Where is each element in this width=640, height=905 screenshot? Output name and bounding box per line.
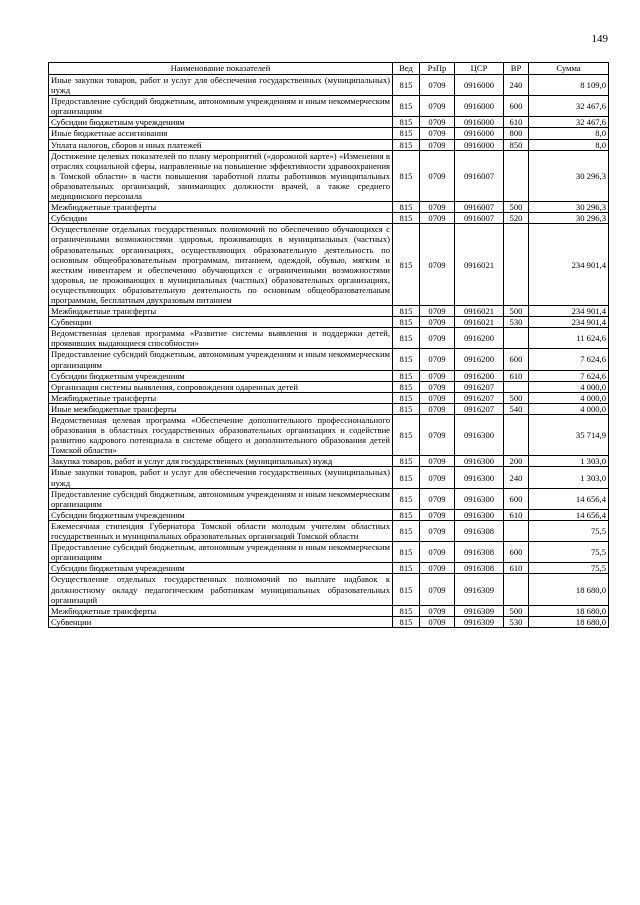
row-name: Закупка товаров, работ и услуг для государственных (муниципальных) нужд: [49, 456, 393, 467]
row-ved: 815: [393, 381, 420, 392]
row-name: Организация системы выявления, сопровождения одаренных детей: [49, 381, 393, 392]
row-vr: 610: [504, 509, 529, 520]
row-csr: 0916000: [455, 96, 504, 117]
row-name: Субсидии бюджетным учреждениям: [49, 563, 393, 574]
row-sum: 30 296,3: [529, 202, 609, 213]
row-csr: 0916207: [455, 403, 504, 414]
row-name: Предоставление субсидий бюджетным, автономным учреждениям и иным некоммерческим организациям: [49, 488, 393, 509]
row-rzpr: 0709: [420, 139, 455, 150]
row-ved: 815: [393, 117, 420, 128]
row-vr: 500: [504, 306, 529, 317]
row-sum: 1 303,0: [529, 456, 609, 467]
row-sum: 32 467,6: [529, 96, 609, 117]
row-csr: 0916309: [455, 574, 504, 605]
budget-table: [48, 62, 609, 628]
row-ved: 815: [393, 150, 420, 201]
table-row: [49, 574, 609, 605]
row-csr: 0916300: [455, 456, 504, 467]
row-name: Межбюджетные трансферты: [49, 605, 393, 616]
row-rzpr: 0709: [420, 392, 455, 403]
row-name: Осуществление отдельных государственных полномочий по выплате надбавок к должностному окладу педагогическим работникам муниципальных образовательных организаций: [49, 574, 393, 605]
row-vr: 600: [504, 488, 529, 509]
row-name: Межбюджетные трансферты: [49, 306, 393, 317]
row-name: Ведомственная целевая программа «Обеспечение дополнительного профессионального образования в областных государственных образовательных организациях и содействие развитию кадрового потенциала в системе общего и дополнительного образования детей Томской области»: [49, 415, 393, 456]
row-name: Иные бюджетные ассигнования: [49, 128, 393, 139]
row-rzpr: 0709: [420, 117, 455, 128]
row-csr: 0916021: [455, 317, 504, 328]
row-rzpr: 0709: [420, 616, 455, 627]
row-name: Субсидии: [49, 213, 393, 224]
table-row: [49, 381, 609, 392]
row-name: Субсидии бюджетным учреждениям: [49, 117, 393, 128]
header-csr: ЦСР: [455, 63, 504, 75]
row-ved: 815: [393, 509, 420, 520]
table-row: [49, 150, 609, 201]
row-ved: 815: [393, 392, 420, 403]
row-vr: 500: [504, 202, 529, 213]
row-sum: 18 680,0: [529, 616, 609, 627]
row-name: Иные закупки товаров, работ и услуг для обеспечения государственных (муниципальных) нужд: [49, 75, 393, 96]
table-row: [49, 96, 609, 117]
page-number: 149: [591, 33, 608, 45]
row-sum: 35 714,9: [529, 415, 609, 456]
row-name: Достижение целевых показателей по плану мероприятий («дорожной карте») «Изменения в отраслях социальной сферы, направленные на повышение эффективности здравоохранения в Томской области» в части повышения заработной платы работников муниципальных образовательных организаций, занимающих должности врачей, а также среднего медицинского персонала: [49, 150, 393, 201]
row-ved: 815: [393, 306, 420, 317]
row-vr: [504, 328, 529, 349]
row-vr: 240: [504, 467, 529, 488]
row-ved: 815: [393, 415, 420, 456]
row-vr: [504, 415, 529, 456]
row-vr: [504, 574, 529, 605]
table-row: [49, 328, 609, 349]
row-sum: 75,5: [529, 520, 609, 541]
row-sum: 75,5: [529, 563, 609, 574]
row-rzpr: 0709: [420, 574, 455, 605]
row-csr: 0916309: [455, 605, 504, 616]
row-rzpr: 0709: [420, 150, 455, 201]
row-name: Предоставление субсидий бюджетным, автономным учреждениям и иным некоммерческим организациям: [49, 542, 393, 563]
row-sum: 4 000,0: [529, 381, 609, 392]
row-sum: 32 467,6: [529, 117, 609, 128]
row-name: Предоставление субсидий бюджетным, автономным учреждениям и иным некоммерческим организациям: [49, 96, 393, 117]
table-row: [49, 415, 609, 456]
row-ved: 815: [393, 520, 420, 541]
header-name: Наименование показателей: [49, 63, 393, 75]
row-csr: 0916200: [455, 349, 504, 370]
row-csr: 0916300: [455, 488, 504, 509]
row-sum: 18 680,0: [529, 574, 609, 605]
row-name: Субсидии бюджетным учреждениям: [49, 370, 393, 381]
row-csr: 0916308: [455, 542, 504, 563]
row-ved: 815: [393, 467, 420, 488]
row-ved: 815: [393, 456, 420, 467]
row-name: Субвенции: [49, 616, 393, 627]
row-vr: 800: [504, 128, 529, 139]
table-row: [49, 370, 609, 381]
row-ved: 815: [393, 370, 420, 381]
row-name: Иные межбюджетные трансферты: [49, 403, 393, 414]
row-name: Предоставление субсидий бюджетным, автономным учреждениям и иным некоммерческим организациям: [49, 349, 393, 370]
row-csr: 0916308: [455, 563, 504, 574]
row-rzpr: 0709: [420, 128, 455, 139]
row-vr: [504, 520, 529, 541]
row-ved: 815: [393, 488, 420, 509]
row-csr: 0916309: [455, 616, 504, 627]
row-sum: 14 656,4: [529, 488, 609, 509]
row-sum: 8,0: [529, 128, 609, 139]
row-csr: 0916007: [455, 202, 504, 213]
row-name: Субсидии бюджетным учреждениям: [49, 509, 393, 520]
row-ved: 815: [393, 563, 420, 574]
table-row: [49, 563, 609, 574]
table-row: [49, 392, 609, 403]
row-sum: 11 624,6: [529, 328, 609, 349]
row-name: Субвенции: [49, 317, 393, 328]
row-sum: 75,5: [529, 542, 609, 563]
row-vr: 610: [504, 563, 529, 574]
row-rzpr: 0709: [420, 467, 455, 488]
row-csr: 0916007: [455, 213, 504, 224]
row-rzpr: 0709: [420, 456, 455, 467]
row-rzpr: 0709: [420, 488, 455, 509]
row-sum: 14 656,4: [529, 509, 609, 520]
row-sum: 18 680,0: [529, 605, 609, 616]
row-vr: 200: [504, 456, 529, 467]
header-vr: ВР: [504, 63, 529, 75]
row-csr: 0916000: [455, 128, 504, 139]
row-ved: 815: [393, 213, 420, 224]
row-vr: [504, 381, 529, 392]
row-csr: 0916308: [455, 520, 504, 541]
row-rzpr: 0709: [420, 563, 455, 574]
table-row: [49, 616, 609, 627]
row-vr: 500: [504, 605, 529, 616]
row-ved: 815: [393, 75, 420, 96]
row-csr: 0916300: [455, 509, 504, 520]
row-rzpr: 0709: [420, 96, 455, 117]
row-sum: 7 624,6: [529, 370, 609, 381]
table-row: [49, 306, 609, 317]
row-sum: 30 296,3: [529, 213, 609, 224]
row-vr: 530: [504, 616, 529, 627]
row-vr: 540: [504, 403, 529, 414]
row-vr: 600: [504, 542, 529, 563]
row-vr: [504, 150, 529, 201]
row-ved: 815: [393, 139, 420, 150]
table-row: [49, 317, 609, 328]
row-rzpr: 0709: [420, 317, 455, 328]
row-rzpr: 0709: [420, 328, 455, 349]
row-csr: 0916300: [455, 467, 504, 488]
row-rzpr: 0709: [420, 349, 455, 370]
row-vr: 610: [504, 117, 529, 128]
row-rzpr: 0709: [420, 403, 455, 414]
row-ved: 815: [393, 616, 420, 627]
row-vr: 600: [504, 349, 529, 370]
row-ved: 815: [393, 328, 420, 349]
row-name: Межбюджетные трансферты: [49, 392, 393, 403]
row-csr: 0916021: [455, 224, 504, 306]
row-ved: 815: [393, 224, 420, 306]
row-sum: 1 303,0: [529, 467, 609, 488]
row-rzpr: 0709: [420, 213, 455, 224]
table-row: [49, 128, 609, 139]
row-sum: 234 901,4: [529, 224, 609, 306]
header-rzpr: РзПр: [420, 63, 455, 75]
row-rzpr: 0709: [420, 75, 455, 96]
row-vr: 240: [504, 75, 529, 96]
row-vr: 600: [504, 96, 529, 117]
table-row: [49, 456, 609, 467]
table-row: [49, 605, 609, 616]
table-row: [49, 520, 609, 541]
row-csr: 0916200: [455, 370, 504, 381]
row-ved: 815: [393, 605, 420, 616]
table-row: [49, 349, 609, 370]
row-ved: 815: [393, 202, 420, 213]
row-ved: 815: [393, 542, 420, 563]
table-row: [49, 213, 609, 224]
row-csr: 0916200: [455, 328, 504, 349]
row-csr: 0916021: [455, 306, 504, 317]
table-row: [49, 202, 609, 213]
row-name: Ведомственная целевая программа «Развитие системы выявления и поддержки детей, проявивших выдающиеся способности»: [49, 328, 393, 349]
table-row: [49, 488, 609, 509]
row-name: Иные закупки товаров, работ и услуг для обеспечения государственных (муниципальных) нужд: [49, 467, 393, 488]
table-row: [49, 403, 609, 414]
row-sum: 7 624,6: [529, 349, 609, 370]
row-csr: 0916300: [455, 415, 504, 456]
row-vr: 610: [504, 370, 529, 381]
header-ved: Вед: [393, 63, 420, 75]
row-csr: 0916207: [455, 381, 504, 392]
row-rzpr: 0709: [420, 202, 455, 213]
row-rzpr: 0709: [420, 306, 455, 317]
row-vr: 530: [504, 317, 529, 328]
row-sum: 8 109,0: [529, 75, 609, 96]
row-sum: 8,0: [529, 139, 609, 150]
row-sum: 234 901,4: [529, 306, 609, 317]
row-csr: 0916007: [455, 150, 504, 201]
row-rzpr: 0709: [420, 381, 455, 392]
row-vr: 850: [504, 139, 529, 150]
row-vr: 520: [504, 213, 529, 224]
row-vr: 500: [504, 392, 529, 403]
row-rzpr: 0709: [420, 509, 455, 520]
row-rzpr: 0709: [420, 415, 455, 456]
row-rzpr: 0709: [420, 605, 455, 616]
row-csr: 0916000: [455, 75, 504, 96]
table-row: [49, 117, 609, 128]
row-sum: 4 000,0: [529, 403, 609, 414]
row-vr: [504, 224, 529, 306]
row-sum: 30 296,3: [529, 150, 609, 201]
row-name: Ежемесячная стипендия Губернатора Томской области молодым учителям областных государственных и муниципальных образовательных организаций Томской области: [49, 520, 393, 541]
row-ved: 815: [393, 128, 420, 139]
table-row: [49, 542, 609, 563]
row-rzpr: 0709: [420, 520, 455, 541]
row-sum: 234 901,4: [529, 317, 609, 328]
table-row: [49, 139, 609, 150]
row-rzpr: 0709: [420, 370, 455, 381]
row-name: Уплата налогов, сборов и иных платежей: [49, 139, 393, 150]
table-row: [49, 75, 609, 96]
row-csr: 0916207: [455, 392, 504, 403]
table-row: [49, 467, 609, 488]
row-sum: 4 000,0: [529, 392, 609, 403]
row-ved: 815: [393, 317, 420, 328]
row-csr: 0916000: [455, 117, 504, 128]
row-name: Осуществление отдельных государственных полномочий по обеспечению обучающихся с ограниченными возможностями здоровья, проживающих в муниципальных (частных) образовательных организациях, осуществляющих образовательную деятельность по основным общеобразовательным программам, питанием, одеждой, обувью, мягким и жестким инвентарем и обеспечению обучающихся с ограниченными возможностями здоровья, не проживающих в муниципальных (частных) образовательных организациях, осуществляющих образовательную деятельность по основным общеобразовательным программам, бесплатным двухразовым питанием: [49, 224, 393, 306]
row-ved: 815: [393, 96, 420, 117]
row-name: Межбюджетные трансферты: [49, 202, 393, 213]
row-csr: 0916000: [455, 139, 504, 150]
row-rzpr: 0709: [420, 224, 455, 306]
table-row: [49, 509, 609, 520]
row-ved: 815: [393, 403, 420, 414]
row-rzpr: 0709: [420, 542, 455, 563]
row-ved: 815: [393, 574, 420, 605]
table-row: [49, 224, 609, 306]
header-sum: Сумма: [529, 63, 609, 75]
table-header-row: [49, 63, 609, 75]
row-ved: 815: [393, 349, 420, 370]
